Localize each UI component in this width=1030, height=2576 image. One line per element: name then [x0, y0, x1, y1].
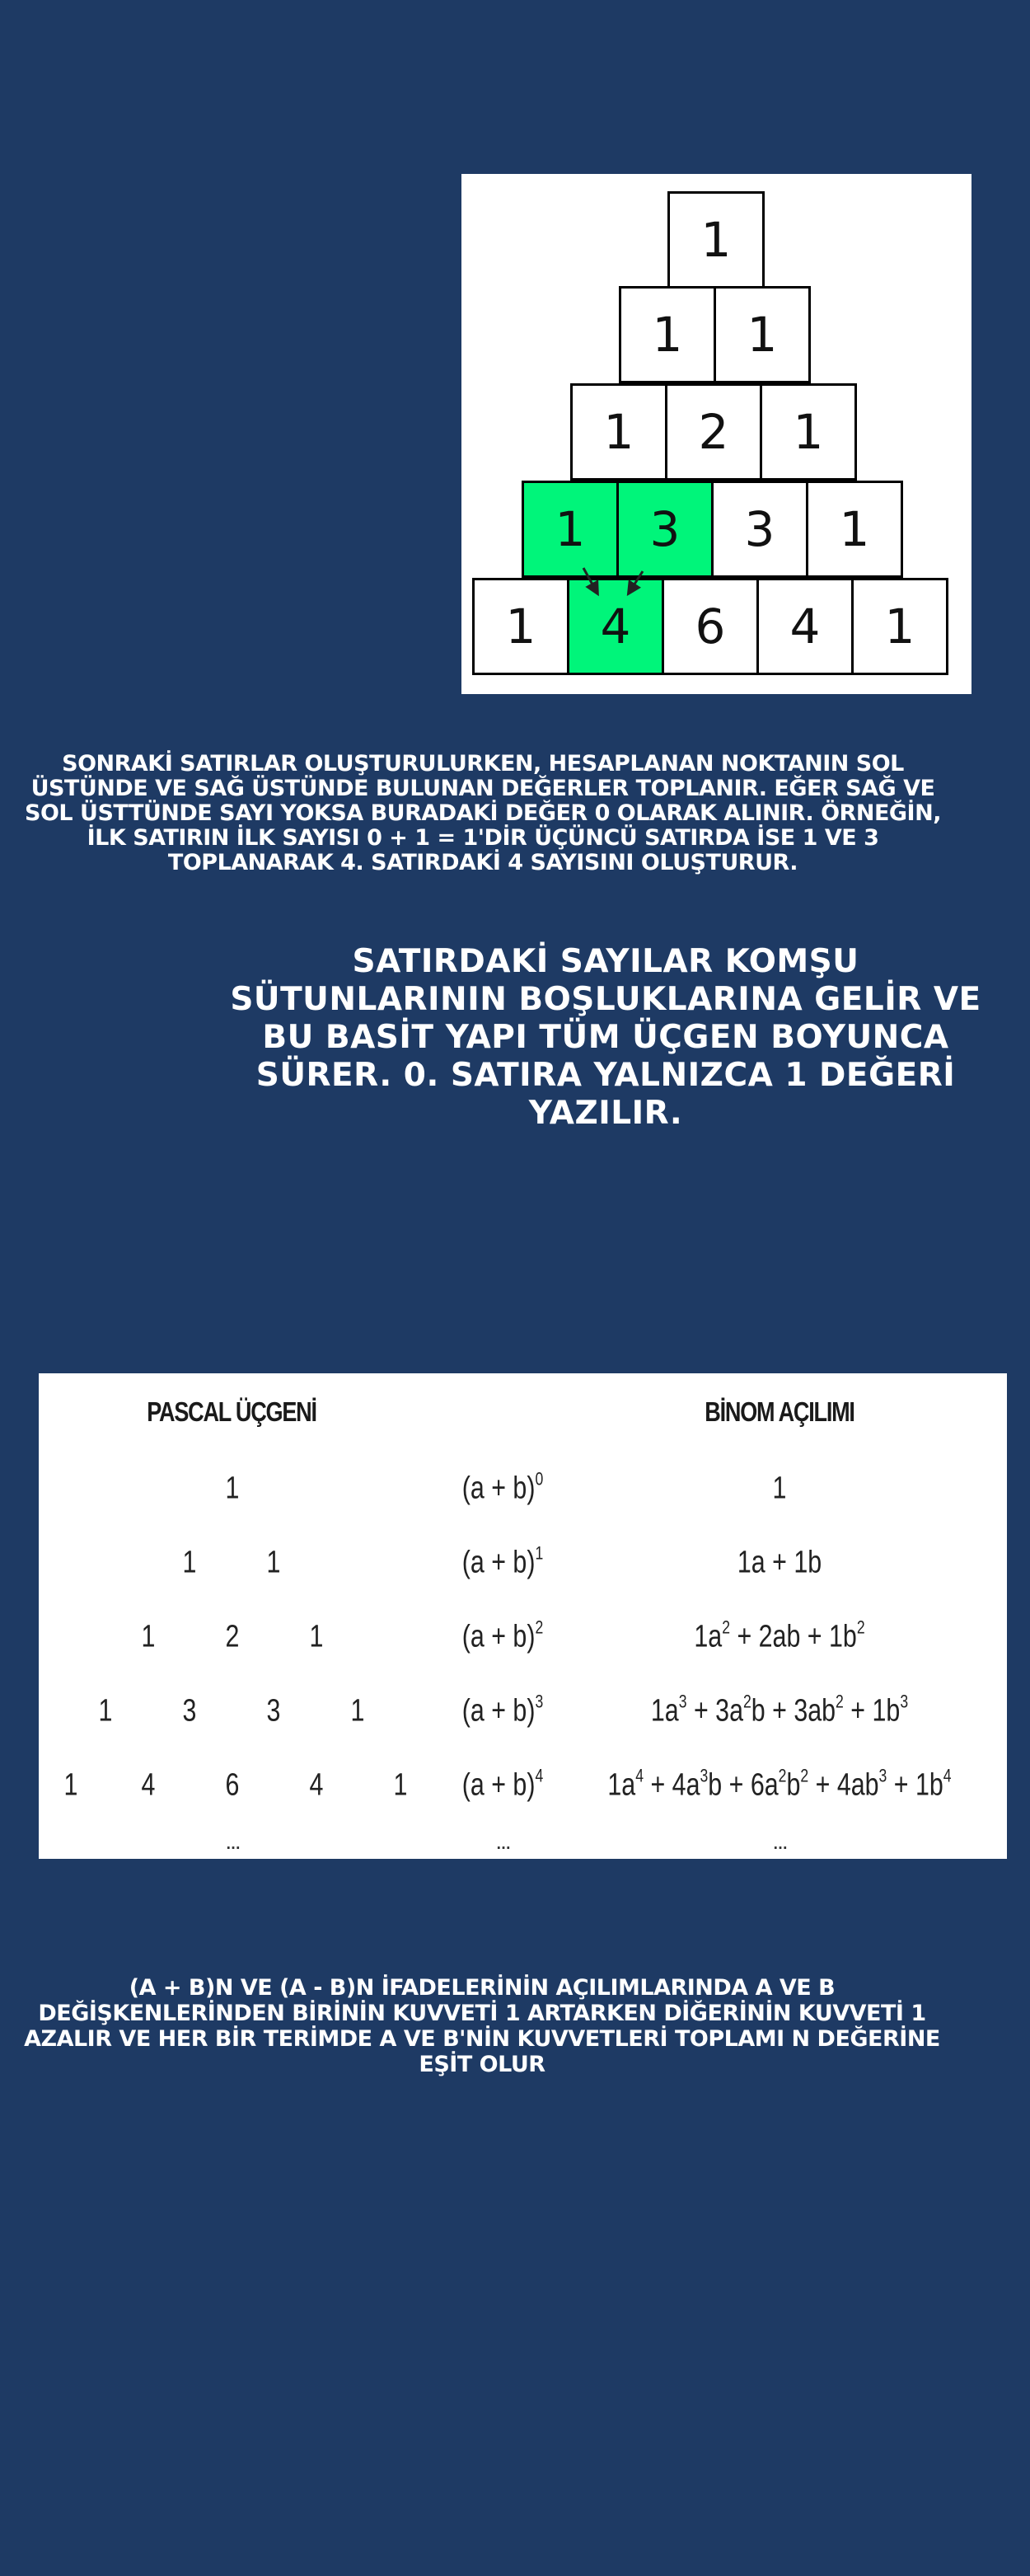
- pascal-triangle-figure: [461, 174, 971, 694]
- power-ellipsis: ...: [495, 1828, 510, 1854]
- triangle-row-0: [667, 191, 765, 289]
- binomial-power: $(a + b)^2$: [461, 1616, 544, 1654]
- triangle-cell: 6: [662, 578, 759, 675]
- binomial-power: $(a + b)^4$: [461, 1765, 544, 1803]
- pascal-number: 6: [225, 1767, 240, 1803]
- binomial-power: $(a + b)^0$: [461, 1468, 544, 1506]
- pascal-number: 1: [266, 1545, 281, 1580]
- triangle-cell: 4: [756, 578, 854, 675]
- triangle-row-1: [619, 289, 811, 386]
- explanation-paragraph-1: SONRAKİ SATIRLAR OLUŞTURULURKEN, HESAPLANAN NOKTANIN SOL ÜSTÜNDE VE SAĞ ÜSTÜNDE BULUNAN DEĞERLER TOPLANIR. EĞER SAĞ VE SOL ÜSTTÜNDE SAYI YOKSA BURADAKİ DEĞER 0 OLARAK ALINIR. ÖRNEĞİN, İLK SATIRIN İLK SAYISI 0 + 1 = 1'DİR ÜÇÜNCÜ SATIRDA İSE 1 VE 3 TOPLANARAK 4. SATIRDAKİ 4 SAYISINI OLUŞTURUR.: [25, 751, 941, 875]
- expansion-ellipsis: ...: [772, 1828, 787, 1854]
- triangle-cell: 1: [667, 191, 765, 289]
- pascal-ellipsis: ...: [225, 1828, 240, 1854]
- binomial-power: $(a + b)^1$: [461, 1542, 544, 1580]
- triangle-cell-highlighted: 4: [567, 578, 664, 675]
- binomial-expansion-header: BİNOM AÇILIMI: [705, 1396, 854, 1427]
- pascal-number: 1: [393, 1767, 408, 1803]
- binomial-expansion: $1a^4 + 4a^3b + 6a^2b^2 + 4ab^3 + 1b^4$: [607, 1765, 952, 1803]
- triangle-cell-highlighted: 1: [522, 481, 619, 578]
- triangle-cell: 1: [570, 383, 667, 481]
- pascal-number: 1: [182, 1545, 197, 1580]
- binomial-power: $(a + b)^3$: [461, 1691, 544, 1729]
- triangle-cell: 1: [851, 578, 948, 675]
- pascal-number: 1: [350, 1693, 365, 1729]
- pascal-number: 2: [225, 1619, 240, 1654]
- triangle-cell: 3: [711, 481, 808, 578]
- pascal-number: 4: [141, 1767, 156, 1803]
- binomial-expansion: $1a^3 + 3a^2b + 3ab^2 + 1b^3$: [650, 1691, 909, 1729]
- pascal-number: 1: [225, 1471, 240, 1506]
- triangle-cell: 2: [665, 383, 762, 481]
- triangle-row-3: [522, 483, 903, 580]
- triangle-row-2: [570, 386, 857, 483]
- triangle-row-4: [472, 580, 948, 678]
- pascal-number: 1: [309, 1619, 324, 1654]
- triangle-cell: 1: [806, 481, 903, 578]
- pascal-number: 1: [63, 1767, 78, 1803]
- explanation-paragraph-3: (A + B)N VE (A - B)N İFADELERİNİN AÇILIMLARINDA A VE B DEĞİŞKENLERİNDEN BİRİNİN KUVVETİ 1 ARTARKEN DİĞERİNİN KUVVETİ 1 AZALIR VE HER BİR TERİMDE A VE B'NİN KUVVETLERİ TOPLAMI N DEĞERİNE EŞİT OLUR: [24, 1975, 940, 2077]
- binomial-expansion-table: [39, 1373, 1007, 1859]
- pascal-number: 4: [309, 1767, 324, 1803]
- triangle-cell: 1: [472, 578, 569, 675]
- triangle-cell: 1: [714, 286, 811, 383]
- pascal-number: 3: [182, 1693, 197, 1729]
- pascal-number: 3: [266, 1693, 281, 1729]
- triangle-cell-highlighted: 3: [616, 481, 714, 578]
- binomial-expansion: 1: [772, 1471, 787, 1506]
- triangle-cell: 1: [619, 286, 716, 383]
- triangle-cell: 1: [760, 383, 857, 481]
- pascal-number: 1: [98, 1693, 113, 1729]
- binomial-expansion: 1a + 1b: [737, 1545, 822, 1580]
- explanation-paragraph-2: SATIRDAKİ SAYILAR KOMŞU SÜTUNLARININ BOŞLUKLARINA GELİR VE BU BASİT YAPI TÜM ÜÇGEN BOYUNCA SÜRER. 0. SATIRA YALNIZCA 1 DEĞERİ YAZILIR.: [230, 943, 981, 1132]
- pascal-triangle-header: PASCAL ÜÇGENİ: [147, 1396, 316, 1427]
- pascal-number: 1: [141, 1619, 156, 1654]
- binomial-expansion: $1a^2 + 2ab + 1b^2$: [694, 1616, 865, 1654]
